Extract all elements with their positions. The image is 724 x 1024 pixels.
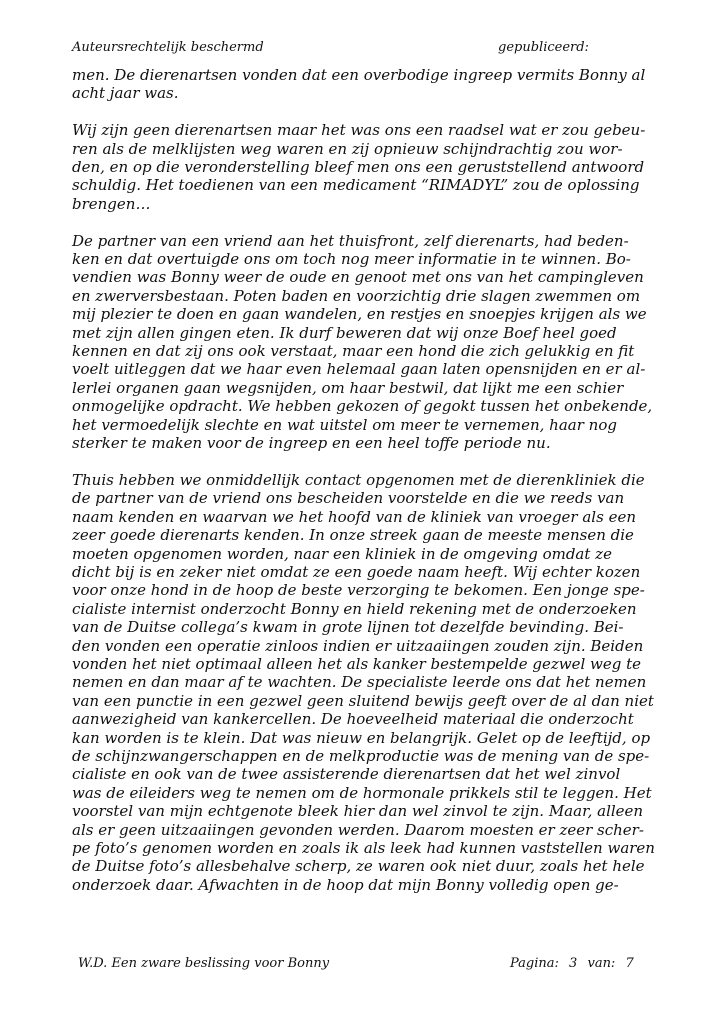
text-line: sterker te maken voor de ingreep en een heel toffe periode nu. — [72, 434, 551, 453]
text-line: voelt uitleggen dat we haar even helemaal gaan laten opensnijden en er al- — [72, 360, 646, 379]
body-text — [72, 66, 664, 913]
text-line: als er geen uitzaaiingen gevonden werden. Daarom moesten er zeer scher- — [72, 820, 644, 839]
text-line: Thuis hebben we onmiddellijk contact opgenomen met de dierenkliniek die — [72, 470, 645, 489]
text-line: vendien was Bonny weer de oude en genoot met ons van het campingleven — [72, 268, 644, 287]
text-line: kennen en dat zij ons ook verstaat, maar een hond die zich gelukkig en fit — [72, 342, 635, 361]
text-line: acht jaar was. — [72, 84, 179, 103]
text-line: lerlei organen gaan wegsnijden, om haar bestwil, dat lijkt me een schier — [72, 378, 624, 397]
page-footer — [78, 956, 652, 976]
paragraph — [72, 121, 664, 213]
text-line: voor onze hond in de hoop de beste verzorging te bekomen. Een jonge spe- — [72, 581, 645, 600]
text-line: en zwerversbestaan. Poten baden en voorzichtig drie slagen zwemmen om — [72, 286, 641, 305]
text-line: cialiste internist onderzocht Bonny en hield rekening met de onderzoeken — [72, 599, 637, 618]
text-line: voorstel van mijn echtgenote bleek hier dan wel zinvol te zijn. Maar, alleen — [72, 802, 644, 821]
text-line: van een punctie in een gezwel geen sluitend bewijs geeft over de al dan niet — [72, 691, 654, 710]
text-line: pe foto’s genomen worden en zoals ik als leek had kunnen vaststellen waren — [72, 839, 655, 858]
text-line: brengen… — [72, 194, 151, 213]
text-line: cialiste en ook van de twee assisterende dierenartsen dat het wel zinvol — [72, 765, 621, 784]
text-line: moeten opgenomen worden, naar een kliniek in de omgeving omdat ze — [72, 544, 612, 563]
page-counter — [510, 956, 640, 971]
text-line: mij plezier te doen en gaan wandelen, en restjes en snoepjes krijgen als we — [72, 305, 647, 324]
header-copyright: Auteursrechtelijk beschermd — [72, 40, 264, 55]
text-line: naam kenden en waarvan we het hoofd van de kliniek van vroeger als een — [72, 507, 636, 526]
page-header — [72, 40, 652, 60]
paragraph — [72, 232, 664, 453]
text-line: het vermoedelijk slechte en wat uitstel om meer te vernemen, haar nog — [72, 415, 617, 434]
text-line: schuldig. Het toedienen van een medicament “RIMADYL” zou de oplossing — [72, 176, 640, 195]
text-line: Wij zijn geen dierenartsen maar het was ons een raadsel wat er zou gebeu- — [72, 121, 646, 140]
text-line: kan worden is te klein. Dat was nieuw en belangrijk. Gelet op de leeftijd, op — [72, 728, 651, 747]
text-line: de schijnzwangerschappen en de melkproductie was de mening van de spe- — [72, 746, 650, 765]
text-line: zeer goede dierenarts kenden. In onze streek gaan de meeste mensen die — [72, 526, 634, 545]
text-line: met zijn allen gingen eten. Ik durf beweren dat wij onze Boef heel goed — [72, 323, 617, 342]
text-line: was de eileiders weg te nemen om de hormonale prikkels stil te leggen. Het — [72, 783, 652, 802]
text-line: dicht bij is en zeker niet omdat ze een goede naam heeft. Wij echter kozen — [72, 562, 641, 581]
text-line: men. De dierenartsen vonden dat een overbodige ingreep vermits Bonny al — [72, 66, 646, 84]
text-line: de partner van de vriend ons bescheiden voorstelde en die we reeds van — [72, 489, 625, 508]
total-pages: 7 — [625, 956, 634, 971]
text-line: den vonden een operatie zinloos indien er uitzaaiingen zouden zijn. Beiden — [72, 636, 644, 655]
text-line: den, en op die veronderstelling bleef men ons een geruststellend antwoord — [72, 158, 645, 177]
text-line: De partner van een vriend aan het thuisfront, zelf dierenarts, had beden- — [72, 231, 629, 250]
text-line: vonden het niet optimaal alleen het als kanker bestempelde gezwel weg te — [72, 654, 642, 673]
text-line: aanwezigheid van kankercellen. De hoeveelheid materiaal die onderzocht — [72, 710, 634, 729]
text-line: ren als de melklijsten weg waren en zij opnieuw schijndrachtig zou wor- — [72, 139, 623, 158]
text-line: onderzoek daar. Afwachten in de hoop dat mijn Bonny volledig open ge- — [72, 875, 619, 894]
page-number: 3 — [569, 956, 578, 971]
text-line: ken en dat overtuigde ons om toch nog meer informatie in te winnen. Bo- — [72, 250, 631, 269]
text-line: nemen en dan maar af te wachten. De specialiste leerde ons dat het nemen — [72, 673, 647, 692]
of-label: van: — [587, 956, 616, 971]
page-label: Pagina: — [510, 956, 559, 971]
header-published: gepubliceerd: — [498, 40, 589, 55]
paragraph — [72, 66, 664, 103]
text-line: de Duitse foto’s allesbehalve scherp, ze waren ook niet duur, zoals het hele — [72, 857, 645, 876]
paragraph — [72, 471, 664, 894]
text-line: van de Duitse collega’s kwam in grote lijnen tot dezelfde bevinding. Bei- — [72, 618, 624, 637]
text-line: onmogelijke opdracht. We hebben gekozen of gegokt tussen het onbekende, — [72, 397, 653, 416]
footer-title: W.D. Een zware beslissing voor Bonny — [78, 956, 330, 971]
